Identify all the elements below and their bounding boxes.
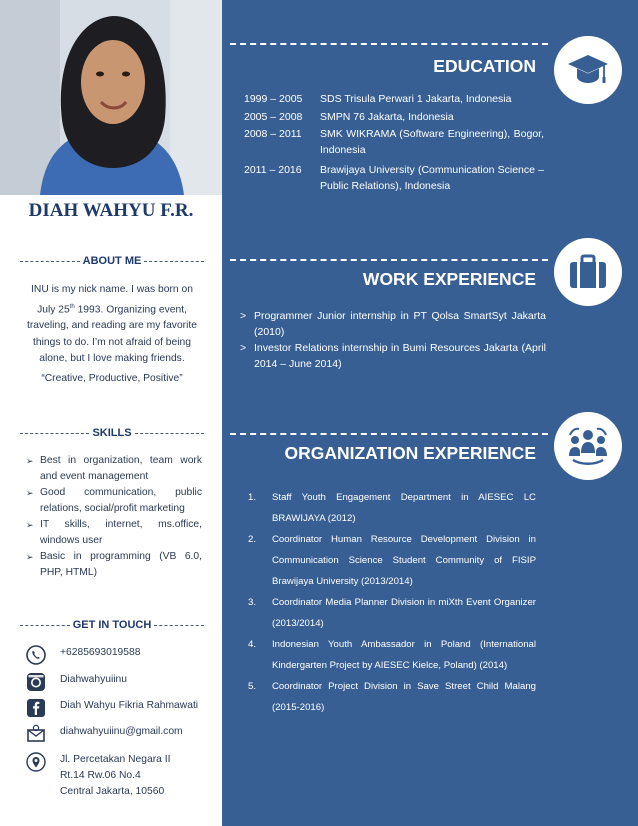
about-line: traveling, and reading are my favorite: [27, 320, 197, 332]
list-item: [248, 676, 536, 718]
education-school: SDS Trisula Perwari 1 Jakarta, Indonesia: [320, 93, 512, 105]
list-number: 3.: [248, 597, 257, 608]
arrow-bullet-icon: ➢: [26, 520, 34, 530]
address-line: Rt.14 Rw.06 No.4: [60, 770, 141, 781]
contact-email-text[interactable]: diahwahyuiinu@gmail.com: [60, 726, 183, 737]
motto-quote: “Creative, Productive, Positive”: [41, 373, 183, 384]
instagram-icon: [26, 672, 46, 692]
about-birth-rest: 1993. Organizing event,: [74, 303, 187, 315]
education-table: [244, 92, 544, 196]
graduation-cap-icon: [554, 36, 622, 104]
skill-text: Best in organization, team work and event management: [40, 455, 202, 482]
education-years: 2005 – 2008: [244, 110, 303, 123]
divider: [135, 433, 204, 434]
skills-heading: SKILLS: [92, 427, 132, 439]
list-item: [26, 517, 202, 549]
divider: [230, 43, 548, 45]
about-heading: ABOUT ME: [82, 255, 142, 267]
contact-heading: GET IN TOUCH: [72, 619, 152, 631]
organization-text: Indonesian Youth Ambassador in Poland (International Kindergarten Project by AIESEC Kielce, Poland) (2014): [272, 639, 536, 671]
list-item: [26, 549, 202, 581]
contact-heading-row: [20, 617, 204, 633]
organization-text: Staff Youth Engagement Department in AIESEC LC BRAWIJAYA (2012): [272, 492, 536, 524]
people-group-icon: [554, 412, 622, 480]
list-number: 2.: [248, 534, 257, 545]
about-birth-date: July 25: [37, 303, 70, 315]
education-years: 2008 – 2011: [244, 128, 302, 140]
list-item: [240, 340, 546, 372]
skill-text: Basic in programming (VB 6.0, PHP, HTML): [40, 551, 202, 578]
email-icon: [26, 724, 46, 744]
skills-heading-row: [20, 425, 204, 441]
divider: [20, 433, 89, 434]
left-column: [0, 0, 222, 826]
about-text: [22, 282, 202, 368]
about-line: INU is my nick name. I was born on: [31, 284, 193, 295]
organization-text: Coordinator Human Resource Development Division in Communication Science Student Community of FISIP Brawijaya University (2013/2014): [272, 534, 536, 587]
about-birth-suffix: th: [69, 303, 75, 310]
divider: [230, 259, 548, 261]
contact-email: [26, 724, 206, 744]
about-line: [22, 299, 202, 319]
list-item: [248, 592, 536, 634]
table-row: [244, 110, 544, 126]
contact-instagram-text[interactable]: Diahwahyuiinu: [60, 674, 127, 685]
divider: [154, 625, 204, 626]
skill-text: Good communication, public relations, social/profit marketing: [40, 487, 202, 514]
arrow-bullet-icon: ➢: [26, 552, 34, 562]
facebook-icon: [26, 698, 46, 718]
contact-address-text: [60, 752, 170, 800]
divider: [144, 261, 204, 262]
divider: [230, 433, 548, 435]
list-item: [26, 485, 202, 517]
table-row: [244, 92, 544, 108]
contact-facebook: [26, 698, 206, 718]
contact-phone-text[interactable]: +6285693019588: [60, 647, 141, 658]
education-school: Brawijaya University (Communication Science – Public Relations), Indonesia: [320, 164, 544, 192]
skills-list: [26, 453, 202, 581]
education-years: 2011 – 2016: [244, 164, 302, 176]
contact-phone: [26, 645, 206, 665]
about-heading-row: [20, 253, 204, 269]
skill-text: IT skills, internet, ms.office, windows user: [40, 519, 202, 546]
work-heading: WORK EXPERIENCE: [362, 269, 536, 289]
list-number: 5.: [248, 681, 257, 692]
education-school: SMPN 76 Jakarta, Indonesia: [320, 110, 454, 123]
phone-icon: [26, 645, 46, 665]
divider: [20, 261, 80, 262]
about-line: alone, but I love making friends.: [39, 353, 185, 365]
education-years: 1999 – 2005: [244, 93, 303, 105]
work-text: Investor Relations internship in Bumi Resources Jakarta (April 2014 – June 2014): [254, 342, 546, 370]
list-item: [26, 453, 202, 485]
list-item: [248, 487, 536, 529]
list-number: 4.: [248, 639, 257, 650]
arrow-bullet-icon: ➢: [26, 488, 34, 498]
table-row: [244, 163, 544, 194]
contact-address: [26, 752, 206, 800]
contact-facebook-text[interactable]: Diah Wahyu Fikria Rahmawati: [60, 700, 199, 711]
work-list: [240, 308, 546, 372]
person-name: DIAH WAHYU F.R.: [28, 200, 194, 221]
work-text: Programmer Junior internship in PT Qolsa SmartSyt Jakarta (2010): [254, 310, 546, 338]
list-number: 1.: [248, 492, 257, 503]
location-pin-icon: [26, 752, 46, 772]
organization-text: Coordinator Media Planner Division in miXth Event Organizer (2013/2014): [272, 597, 536, 629]
chevron-bullet-icon: >: [240, 310, 247, 322]
divider: [20, 625, 70, 626]
organization-heading: ORGANIZATION EXPERIENCE: [284, 443, 536, 463]
briefcase-icon: [554, 238, 622, 306]
arrow-bullet-icon: ➢: [26, 456, 34, 466]
table-row: [244, 127, 544, 158]
profile-photo: [0, 0, 222, 195]
contact-instagram: [26, 672, 206, 692]
list-item: [248, 529, 536, 592]
education-school: SMK WIKRAMA (Software Engineering), Bogor, Indonesia: [320, 128, 544, 156]
list-item: [248, 634, 536, 676]
organization-list: [248, 487, 536, 718]
chevron-bullet-icon: >: [240, 342, 247, 354]
right-column: [222, 0, 638, 826]
education-heading: EDUCATION: [433, 56, 536, 76]
organization-text: Coordinator Project Division in Save Street Child Malang (2015-2016): [272, 681, 536, 713]
list-item: [240, 308, 546, 340]
address-line: Jl. Percetakan Negara II: [60, 754, 171, 765]
address-line: Central Jakarta, 10560: [60, 786, 165, 797]
about-line: things to do. I’m not afraid of being: [33, 336, 191, 348]
